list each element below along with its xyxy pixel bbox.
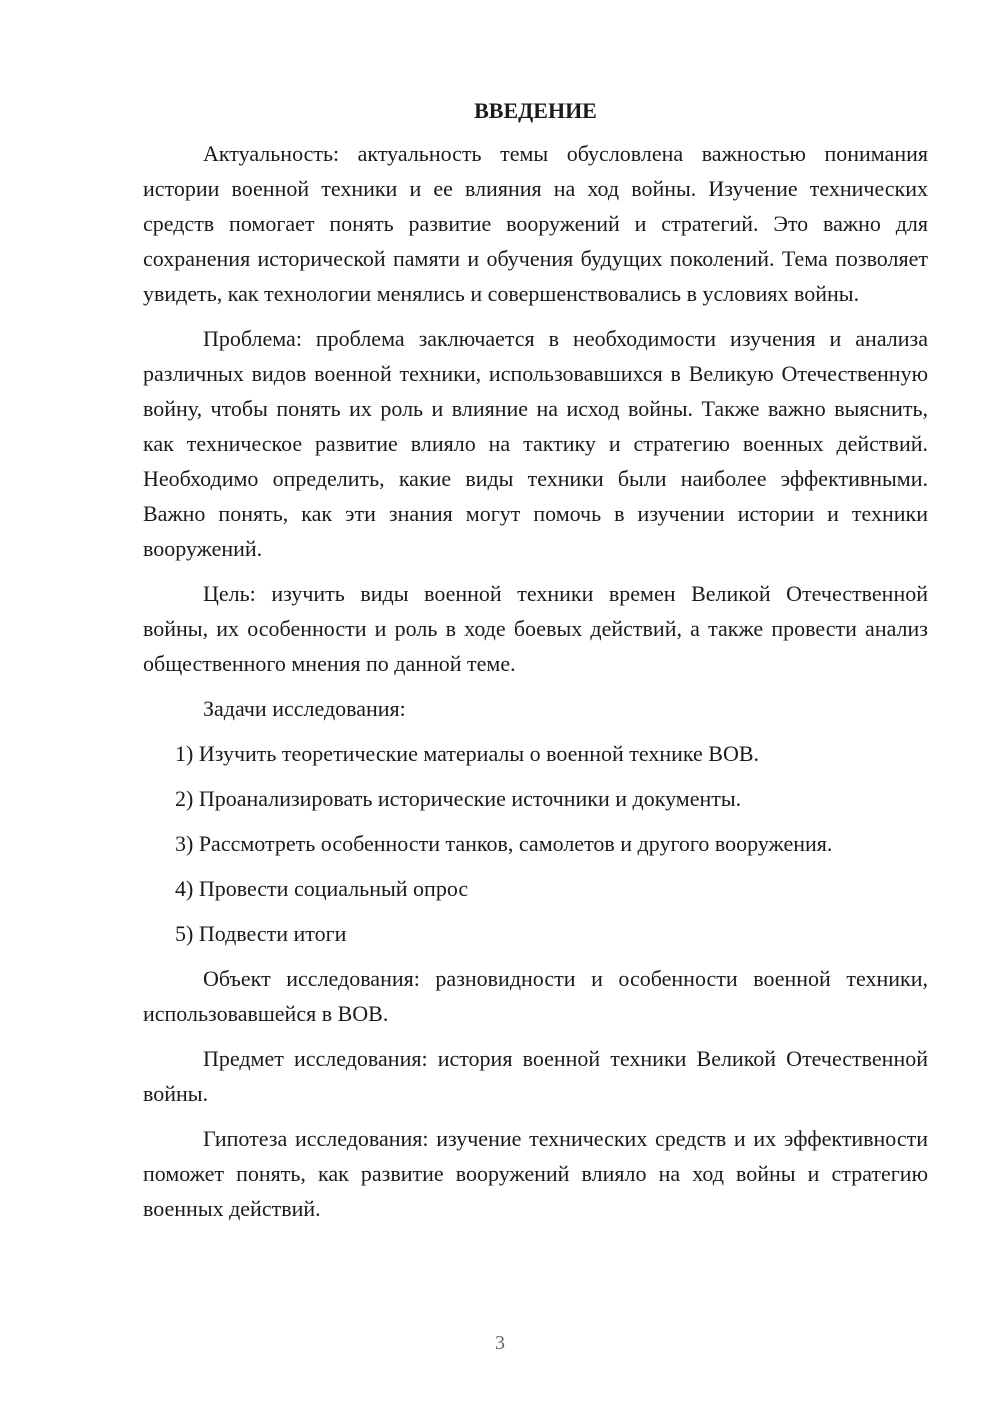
paragraph-problem: Проблема: проблема заключается в необходимости изучения и анализа различных видов военной техники, использовавшихся в Великую Отечественную войну, чтобы понять их роль и влияние на исход войны. Также важно выяснить, как техническое развитие влияло на тактику и стратегию военных действий. Необходимо определить, какие виды техники были наиболее эффективными. Важно понять, как эти знания могут помочь в изучении истории и техники вооружений. [143, 326, 928, 561]
page-number: 3 [495, 1332, 505, 1354]
paragraph-hypothesis: Гипотеза исследования: изучение технических средств и их эффективности поможет понять, как развитие вооружений влияло на ход войны и стратегию военных действий. [143, 1126, 928, 1221]
paragraph-object: Объект исследования: разновидности и особенности военной техники, использовавшейся в ВОВ. [143, 966, 928, 1026]
paragraph-relevance: Актуальность: актуальность темы обусловлена важностью понимания истории военной техники и ее влияния на ход войны. Изучение технических средств помогает понять развитие вооружений и стратегий. Это важно для сохранения исторической памяти и обучения будущих поколений. Тема позволяет увидеть, как технологии менялись и совершенствовались в условиях войны. [143, 141, 928, 306]
paragraph-subject: Предмет исследования: история военной техники Великой Отечественной войны. [143, 1046, 928, 1106]
tasks-list [143, 736, 928, 951]
list-item: 3) Рассмотреть особенности танков, самолетов и другого вооружения. [175, 831, 833, 856]
page-title: ВВЕДЕНИЕ [474, 98, 597, 123]
list-item: 2) Проанализировать исторические источники и документы. [175, 786, 742, 811]
list-item: 1) Изучить теоретические материалы о военной технике ВОВ. [175, 741, 760, 766]
list-item: 4) Провести социальный опрос [175, 876, 469, 901]
list-item: 5) Подвести итоги [175, 921, 347, 946]
paragraph-goal: Цель: изучить виды военной техники времен Великой Отечественной войны, их особенности и роль в ходе боевых действий, а также провести анализ общественного мнения по данной теме. [143, 581, 928, 676]
tasks-title: Задачи исследования: [203, 696, 406, 721]
page-content [143, 96, 928, 1226]
